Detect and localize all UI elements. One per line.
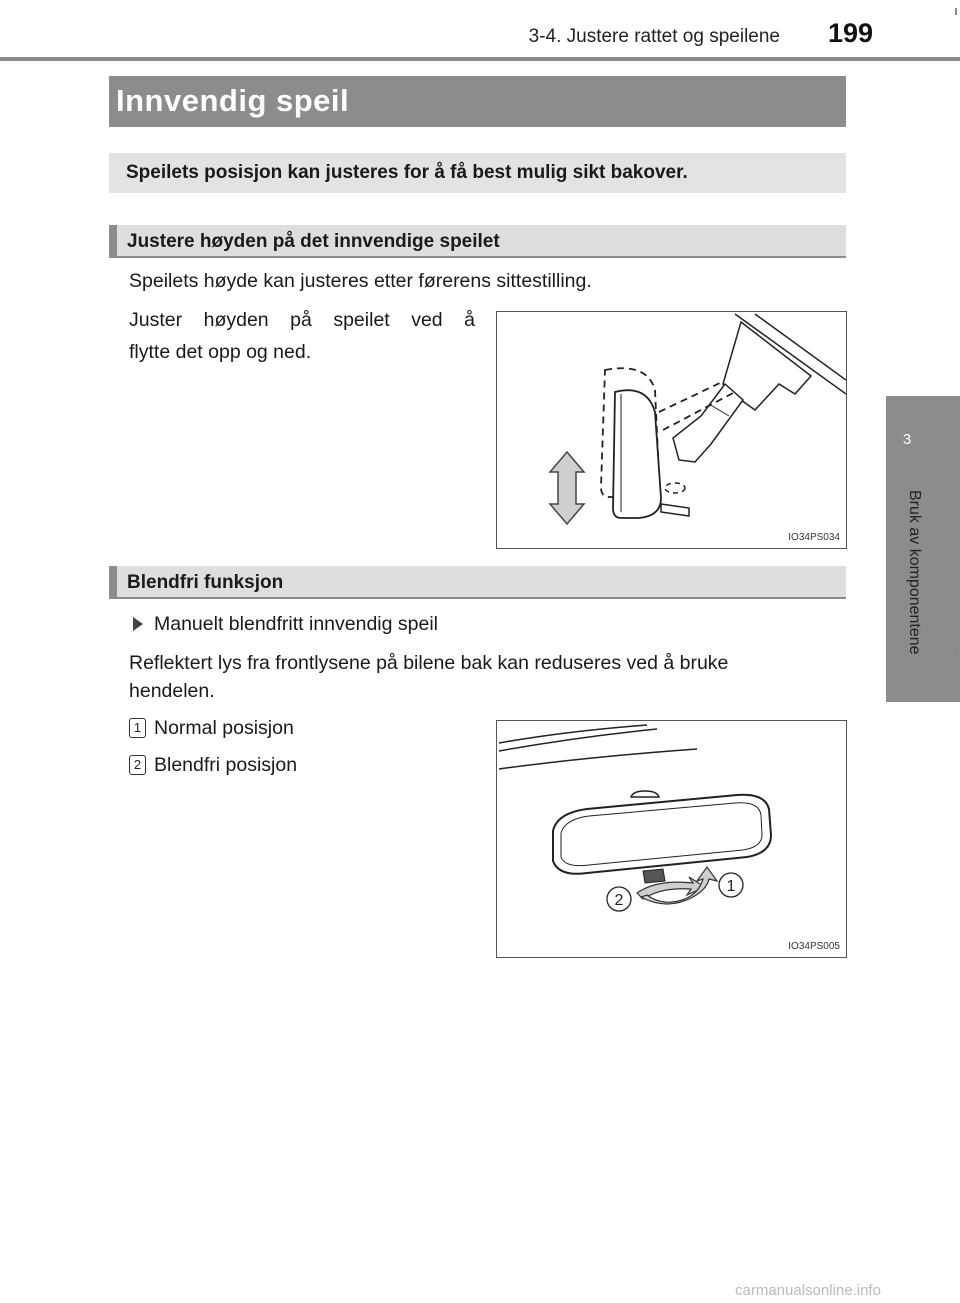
item-label: Blendfri posisjon bbox=[154, 754, 298, 776]
mirror-height-figure bbox=[496, 311, 847, 549]
callout-label: 2 bbox=[614, 892, 624, 909]
page-number: 199 bbox=[828, 18, 874, 48]
callout-label: 1 bbox=[726, 878, 736, 895]
figure-code: IO34PS034 bbox=[788, 532, 840, 543]
figure-code: IO34PS005 bbox=[788, 941, 840, 952]
page-title: Innvendig speil bbox=[116, 83, 350, 118]
item-number-badge: 1 bbox=[129, 718, 146, 738]
antiglare-figure bbox=[496, 720, 847, 958]
chapter-title: Bruk av komponentene bbox=[906, 490, 923, 655]
paragraph-line: hendelen. bbox=[129, 680, 215, 702]
bullet-text: Manuelt blendfritt innvendig speil bbox=[154, 613, 439, 635]
bullet-arrow-icon bbox=[133, 617, 143, 631]
section-heading-antiglare: Blendfri funksjon bbox=[127, 572, 284, 593]
intro-text: Speilets posisjon kan justeres for å få best mulig sikt bakover. bbox=[126, 162, 688, 183]
antiglare-illustration bbox=[497, 721, 847, 958]
paragraph-line: Juster høyden på speilet ved å bbox=[129, 309, 475, 331]
header-rule bbox=[0, 57, 960, 61]
footer-watermark: carmanualsonline.info bbox=[735, 1282, 881, 1299]
chapter-number: 3 bbox=[902, 431, 912, 448]
section-heading-height: Justere høyden på det innvendige speilet bbox=[127, 231, 500, 252]
running-header: 3-4. Justere rattet og speilene bbox=[528, 26, 780, 47]
mirror-height-illustration bbox=[497, 312, 847, 549]
edge-tick bbox=[955, 648, 957, 655]
edge-tick bbox=[955, 8, 957, 15]
item-number-badge: 2 bbox=[129, 755, 146, 775]
paragraph: Speilets høyde kan justeres etter førerens sittestilling. bbox=[129, 270, 592, 292]
item-label: Normal posisjon bbox=[154, 717, 294, 739]
paragraph-line: flytte det opp og ned. bbox=[129, 341, 312, 363]
paragraph-line: Reflektert lys fra frontlysene på bilene bak kan reduseres ved å bruke bbox=[129, 652, 729, 674]
